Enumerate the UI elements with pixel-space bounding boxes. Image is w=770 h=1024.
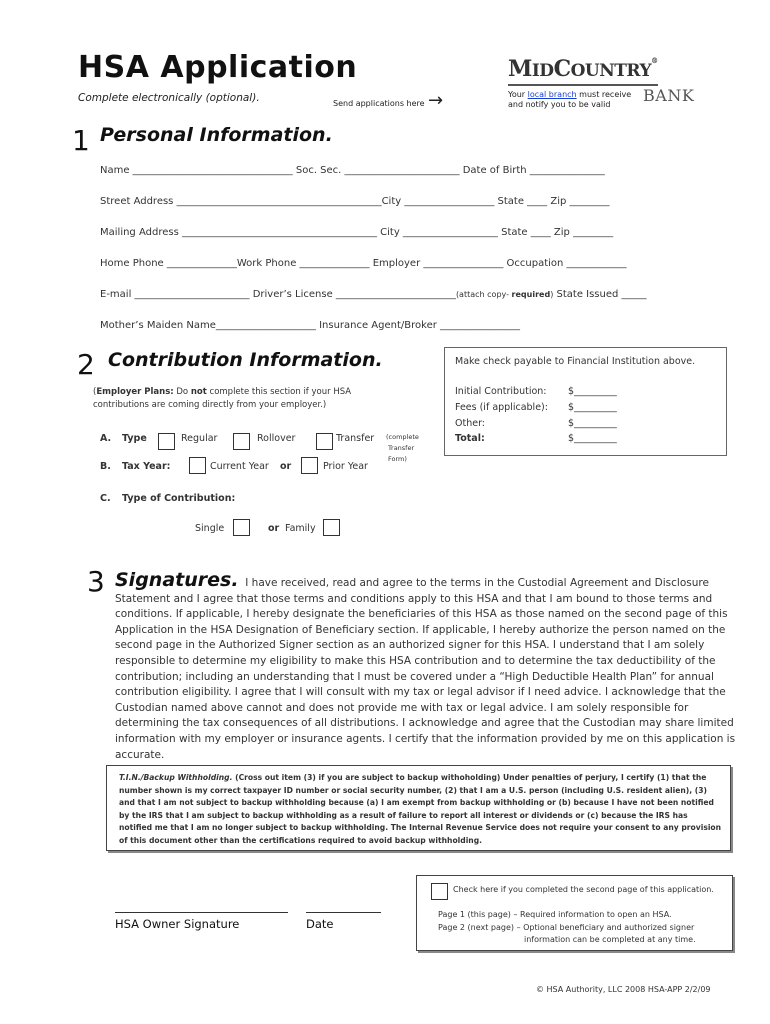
section-2-heading: Contribution Information.: [108, 349, 383, 371]
tax-year-label: Tax Year:: [122, 461, 171, 472]
check-payable-note: Make check payable to Financial Institution above.: [455, 356, 696, 367]
type-label: Type: [122, 433, 147, 444]
owner-signature-line[interactable]: [115, 912, 288, 913]
footer-copyright: © HSA Authority, LLC 2008 HSA-APP 2/2/09: [536, 985, 711, 994]
transfer-checkbox[interactable]: [316, 433, 333, 450]
other-field[interactable]: $_________: [568, 418, 617, 429]
email-license-row[interactable]: E-mail _______________________ Driver’s License ________________________(attach copy- required) State Issued _____: [100, 289, 647, 300]
bank-logo-text: BANK: [643, 86, 695, 105]
bank-logo: MIDCOUNTRY®: [508, 56, 698, 86]
page2-note: Page 2 (next page) – Optional beneficiary and authorized signer: [438, 923, 695, 932]
or-label: or: [280, 461, 292, 472]
page1-note: Page 1 (this page) – Required information to open an HSA.: [438, 910, 672, 919]
mailing-address-row[interactable]: Mailing Address _______________________________________ City ___________________ State ____ Zip ________: [100, 227, 614, 238]
section-3-number: 3: [87, 565, 105, 598]
date-label: Date: [306, 917, 334, 931]
arrow-right-icon: →: [428, 90, 444, 111]
street-address-row[interactable]: Street Address _________________________________________City __________________ State ____ Zip ________: [100, 196, 610, 207]
phone-employer-row[interactable]: Home Phone ______________Work Phone ______________ Employer ________________ Occupation ____________: [100, 258, 627, 269]
second-page-checkbox[interactable]: [431, 883, 448, 900]
single-label: Single: [195, 523, 225, 534]
tax-year-b-label: B.: [100, 461, 111, 472]
current-year-label: Current Year: [210, 461, 269, 472]
type-a-label: A.: [100, 433, 112, 444]
initial-contribution-label: Initial Contribution:: [455, 386, 547, 397]
second-page-label: Check here if you completed the second page of this application.: [453, 885, 714, 894]
signature-agreement-text: Signatures. I have received, read and agree to the terms in the Custodial Agreement and Disclosure Statement and I agree that those terms and conditions apply to this HSA and that I am bound to those terms and conditions. If applicable, I hereby designate the beneficiaries of this HSA as those named on the second page of this Application in the HSA Designation of Beneficiary section. If applicable, I hereby authorize the person named on the second page in the Authorized Signer section as an authorized signer for this HSA. I understand that I am solely responsible to determine my eligibility to make this HSA contribution and to determine the tax deductibility of the contribution; including an understanding that I must be covered under a “High Deductible Health Plan” for annual contribution eligibility. I agree that I will consult with my tax or legal advisor if I need advice. I acknowledge that the Custodian named above cannot and does not provide me with tax or legal advice. I am solely responsible for determining the tax consequences of all distributions. I acknowledge and agree that the Custodian may share limited information with my employer or insurance agents. I certify that the information provided by me on this application is accurate.: [115, 569, 736, 761]
subtitle: Complete electronically (optional).: [78, 92, 260, 104]
fees-field[interactable]: $_________: [568, 402, 617, 413]
contribution-amount-box: [444, 347, 727, 456]
family-checkbox[interactable]: [323, 519, 340, 536]
page-title: HSA Application: [78, 50, 358, 85]
family-label: Family: [285, 523, 316, 534]
owner-signature-label: HSA Owner Signature: [115, 917, 240, 931]
single-checkbox[interactable]: [233, 519, 250, 536]
current-year-checkbox[interactable]: [189, 457, 206, 474]
send-applications-label: Send applications here: [333, 99, 425, 108]
page2-note-cont: information can be completed at any time.: [524, 935, 696, 944]
fees-label: Fees (if applicable):: [455, 402, 548, 413]
total-field[interactable]: $_________: [568, 433, 617, 444]
regular-label: Regular: [181, 433, 218, 444]
section-2-number: 2: [77, 348, 95, 381]
maiden-agent-row[interactable]: Mother’s Maiden Name____________________ Insurance Agent/Broker ________________: [100, 320, 521, 331]
tin-backup-withholding-box: T.I.N./Backup Withholding. (Cross out item (3) if you are subject to backup withoholding) Under penalties of perjury, I certify (1) that the number shown is my correct taxpayer ID number or social security number, (2) that I am a U.S. person (including U.S. resident alien), (3) and that I am not subject to backup withholding because (a) I am exempt from backup withholding or (b) because I have not been notified by the IRS that I am subject to backup withholding as a result of failure to report all interest or dividends or (c) because the IRS has notified me that I am no longer subject to backup withholding. The Internal Revenue Service does not require your consent to any provision of this document other than the certifications required to avoid backup withholding.: [106, 765, 731, 851]
type-of-contribution-label: Type of Contribution:: [122, 493, 236, 504]
other-label: Other:: [455, 418, 486, 429]
name-ssn-dob-row[interactable]: Name ________________________________ Soc. Sec. _______________________ Date of Birth _______________: [100, 165, 605, 176]
section-3-heading: Signatures.: [115, 569, 239, 591]
section-1-heading: Personal Information.: [100, 124, 333, 146]
rollover-label: Rollover: [257, 433, 296, 444]
local-branch-link[interactable]: local branch: [527, 90, 577, 99]
transfer-label: Transfer: [336, 433, 375, 444]
employer-plans-note: (Employer Plans: Do not complete this section if your HSA contributions are coming directly from your employer.): [93, 387, 352, 410]
section-1-number: 1: [72, 124, 90, 157]
or-family-label: or: [268, 523, 280, 534]
prior-year-checkbox[interactable]: [301, 457, 318, 474]
initial-contribution-field[interactable]: $_________: [568, 386, 617, 397]
total-label: Total:: [455, 433, 485, 444]
rollover-checkbox[interactable]: [233, 433, 250, 450]
prior-year-label: Prior Year: [323, 461, 368, 472]
regular-checkbox[interactable]: [158, 433, 175, 450]
date-line[interactable]: [306, 912, 381, 913]
contribution-c-label: C.: [100, 493, 111, 504]
branch-note: Your local branch must receive and notify you to be valid: [508, 90, 632, 109]
transfer-form-note: (complete Transfer Form): [386, 433, 419, 463]
second-page-box: [416, 875, 733, 951]
